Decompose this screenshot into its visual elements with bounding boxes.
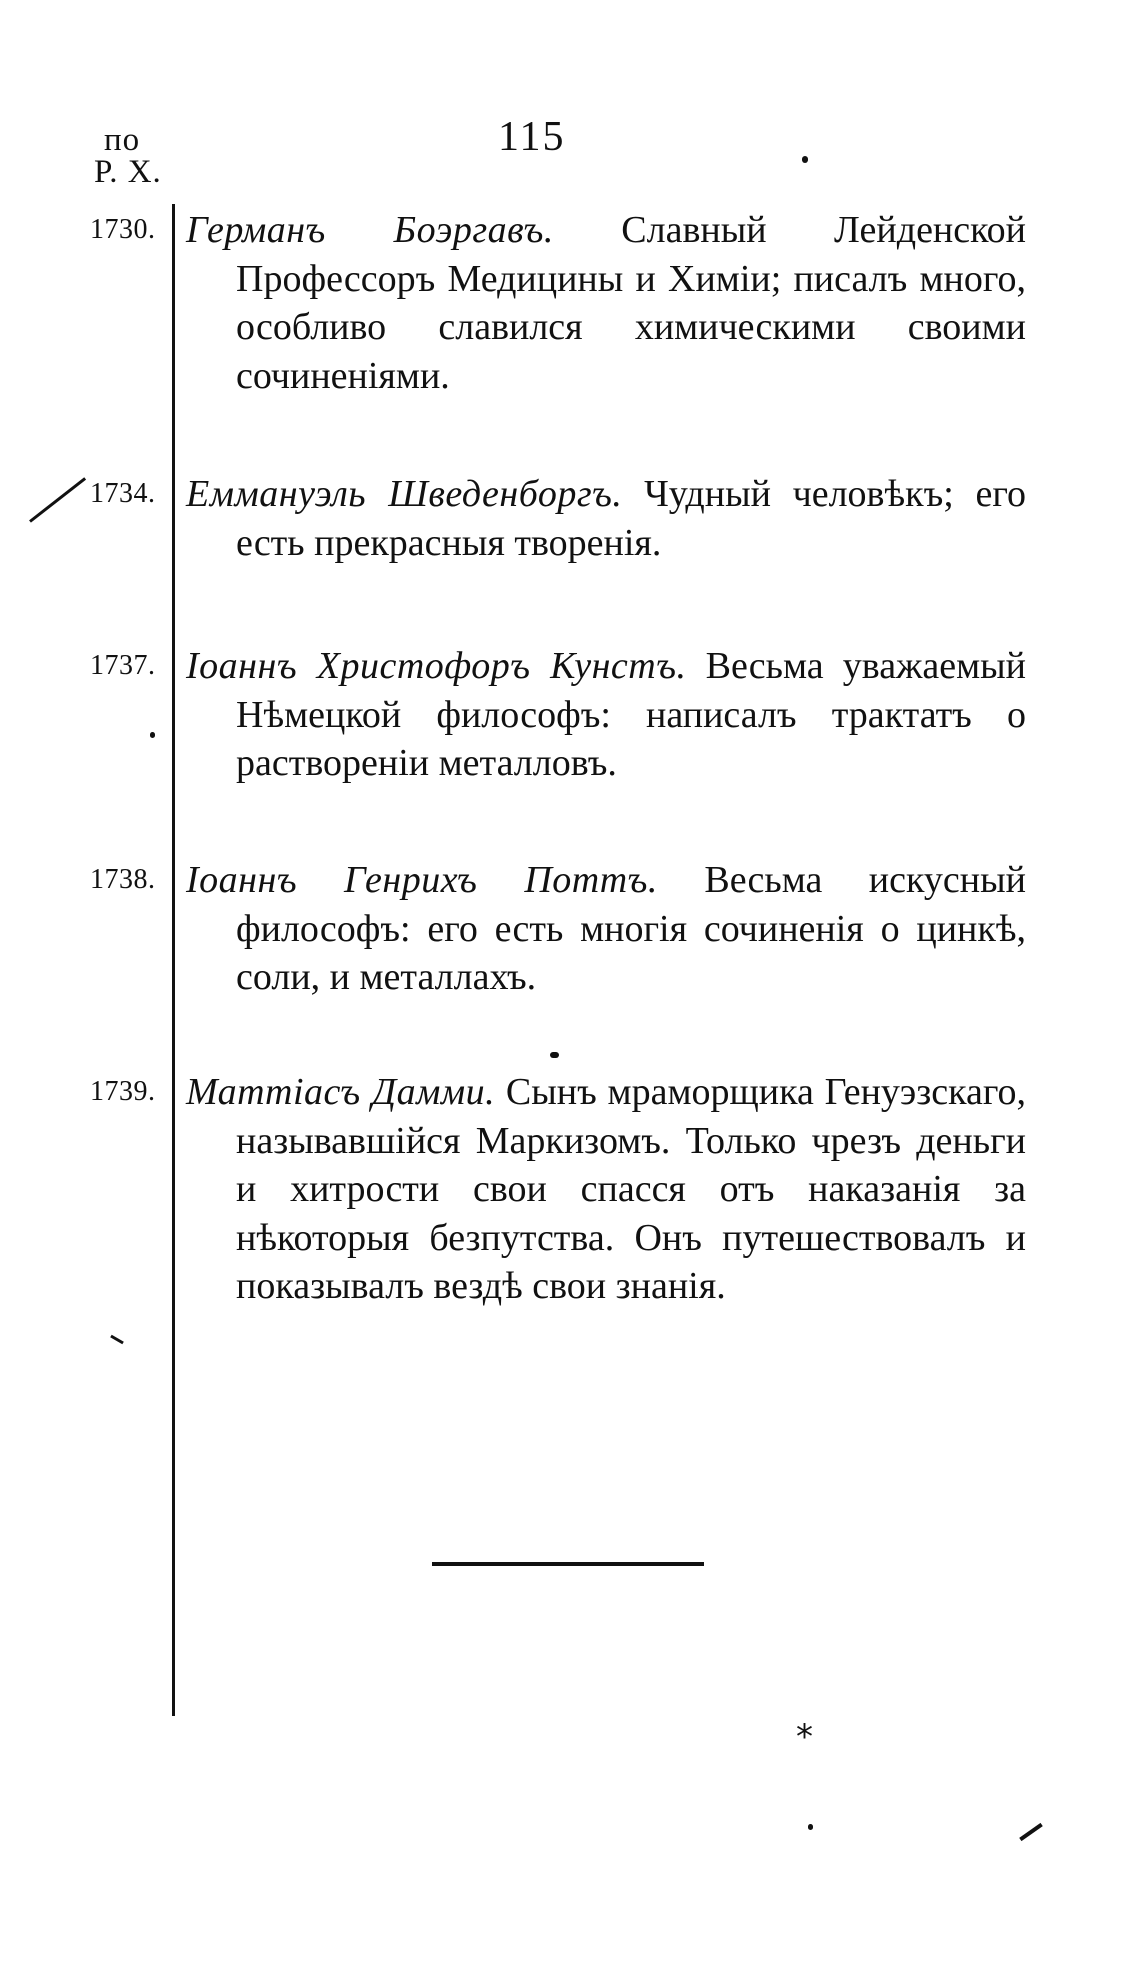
scan-speck	[110, 1335, 124, 1345]
era-label-line2: Р. Х.	[94, 154, 162, 190]
entry-year: 1730.	[90, 214, 156, 245]
scan-speck	[150, 732, 155, 738]
entry-text	[186, 856, 1026, 1002]
entry-description: Чудный человѣкъ; его есть прекрасныя творенiя.	[236, 473, 1026, 564]
scan-speck	[802, 156, 808, 163]
era-label-line1: по	[104, 122, 141, 158]
entry-year: 1734.	[90, 478, 156, 509]
scan-speck	[808, 1824, 813, 1830]
entry-text	[186, 470, 1026, 567]
entry-year: 1737.	[90, 650, 156, 681]
margin-rule	[172, 204, 175, 1716]
entry-text	[186, 206, 1026, 400]
entry-year: 1738.	[90, 864, 156, 895]
entry-name: Iоаннъ Генрихъ Поттъ.	[186, 859, 658, 901]
asterisk-mark: *	[796, 1717, 813, 1757]
entry-name: Маттiасъ Дамми.	[186, 1071, 496, 1113]
scan-speck	[29, 477, 86, 522]
page-number: 115	[498, 114, 566, 160]
closing-rule	[432, 1562, 704, 1566]
scan-speck	[550, 1052, 559, 1058]
entry-year: 1739.	[90, 1076, 156, 1107]
scan-speck	[1019, 1823, 1043, 1841]
entry-description: Весьма уважаемый Нѣмецкой философъ: написалъ трактатъ о растворенiи металловъ.	[236, 645, 1026, 784]
entry-name: Германъ Боэргавъ.	[186, 209, 554, 251]
entry-name: Iоаннъ Христофоръ Кунстъ.	[186, 645, 687, 687]
entry-text	[186, 1068, 1026, 1311]
entry-description: Сынъ мраморщика Генуэзскаго, называвшiйся Маркизомъ. Только чрезъ деньги и хитрости свои спасся отъ наказанiя за нѣкоторыя безпутства. Онъ путешествовалъ и показывалъ вездѣ свои знанiя.	[236, 1071, 1027, 1307]
entry-description: Весьма искусный философъ: его есть многiя сочиненiя о цинкѣ, соли, и металлахъ.	[236, 859, 1026, 998]
entry-name: Еммануэль Шведенборгъ.	[186, 473, 623, 515]
entry-text	[186, 642, 1026, 788]
entry-description: Славный Лейденской Профессоръ Медицины и Химiи; писалъ много, особливо славился химическими своими сочиненiями.	[236, 209, 1027, 397]
